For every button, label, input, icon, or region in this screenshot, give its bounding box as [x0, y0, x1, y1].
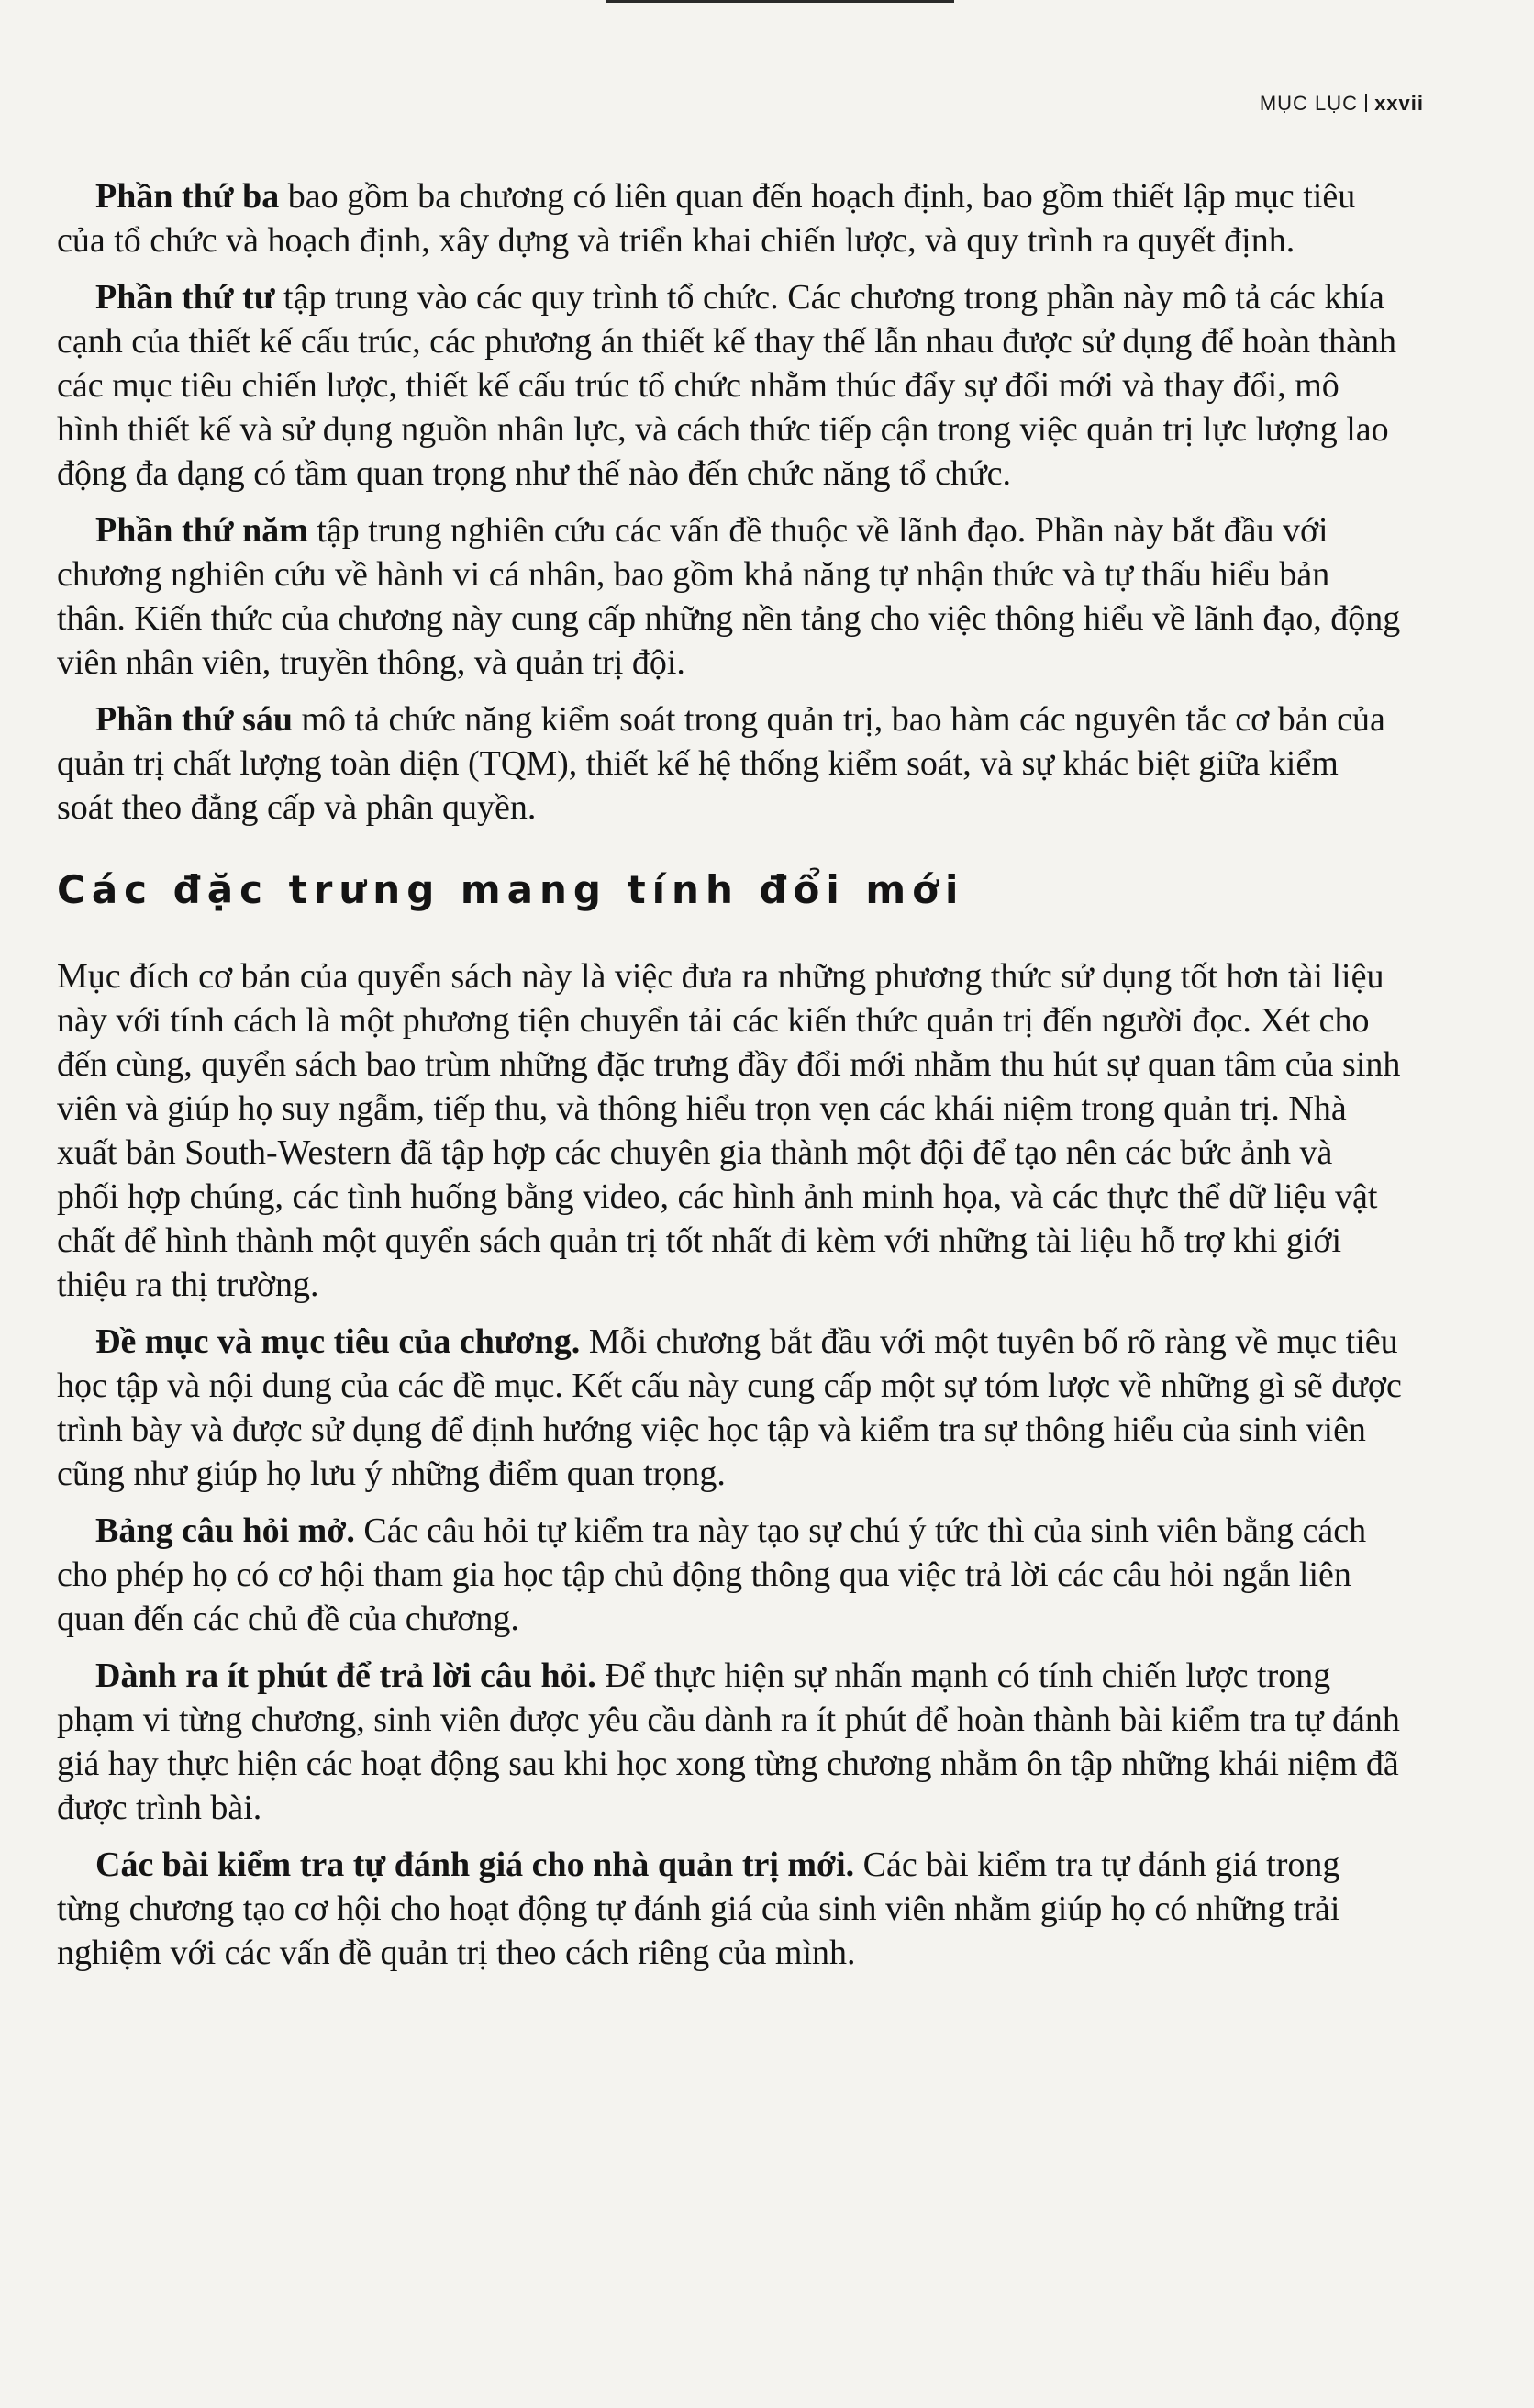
feature-chapter-objectives: [57, 1320, 1402, 1496]
paragraph-part-four: [57, 275, 1402, 496]
feature-text: Mỗi chương bắt đầu với một tuyên bố rõ ràng về mục tiêu học tập và nội dung của các đề mục. Kết cấu này cung cấp một sự tóm lược về những gì sẽ được trình bày và được sử dụng để định hướng việc học tập và kiểm tra sự thông hiểu của sinh viên cũng như giúp họ lưu ý những điểm quan trọng.: [57, 1322, 1402, 1493]
feature-text: Các bài kiểm tra tự đánh giá trong từng chương tạo cơ hội cho hoạt động tự đánh giá của sinh viên nhằm giúp họ có những trải nghiệm với các vấn đề quản trị theo cách riêng của mình.: [57, 1845, 1340, 1972]
section-heading: Các đặc trưng mang tính đổi mới: [57, 867, 965, 912]
top-rule: [606, 0, 954, 3]
running-head-separator: [1365, 94, 1367, 112]
paragraph-lead: Phần thứ tư: [95, 278, 275, 317]
page-body: [57, 174, 1402, 1988]
feature-text: Các câu hỏi tự kiểm tra này tạo sự chú ý tức thì của sinh viên bằng cách cho phép họ có cơ hội tham gia học tập chủ động thông qua việc trả lời các câu hỏi ngắn liên quan đến các chủ đề của chương.: [57, 1511, 1367, 1638]
paragraph-part-three: [57, 174, 1402, 262]
feature-lead: Bảng câu hỏi mở.: [95, 1511, 355, 1550]
paragraph-text: tập trung nghiên cứu các vấn đề thuộc về lãnh đạo. Phần này bắt đầu với chương nghiên cứu về hành vi cá nhân, bao gồm khả năng tự nhận thức và tự thấu hiểu bản thân. Kiến thức của chương này cung cấp những nền tảng cho việc thông hiểu về lãnh đạo, động viên nhân viên, truyền thông, và quản trị đội.: [57, 511, 1401, 682]
running-head: [1260, 92, 1424, 116]
paragraph-lead: Phần thứ sáu: [95, 700, 293, 739]
running-head-section: MỤC LỤC: [1259, 92, 1359, 115]
feature-text: Để thực hiện sự nhấn mạnh có tính chiến lược trong phạm vi từng chương, sinh viên được yêu cầu dành ra ít phút để hoàn thành bài kiểm tra tự đánh giá hay thực hiện các hoạt động sau khi học xong từng chương nhằm ôn tập những khái niệm đã được trình bài.: [57, 1656, 1400, 1827]
feature-opening-questionnaire: [57, 1509, 1402, 1641]
paragraph-lead: Phần thứ ba: [95, 177, 280, 216]
paragraph-part-six: [57, 697, 1402, 830]
feature-self-assessment: [57, 1843, 1402, 1975]
feature-lead: Đề mục và mục tiêu của chương.: [95, 1322, 581, 1361]
feature-take-a-moment: [57, 1654, 1402, 1830]
page-number: xxvii: [1374, 92, 1424, 115]
section-intro-paragraph: Mục đích cơ bản của quyển sách này là việc đưa ra những phương thức sử dụng tốt hơn tài liệu này với tính cách là một phương tiện chuyển tải các kiến thức quản trị đến người đọc. Xét cho đến cùng, quyển sách bao trùm những đặc trưng đầy đổi mới nhằm thu hút sự quan tâm của sinh viên và giúp họ suy ngẫm, tiếp thu, và thông hiểu trọn vẹn các khái niệm trong quản trị. Nhà xuất bản South-Western đã tập hợp các chuyên gia thành một đội để tạo nên các bức ảnh và phối hợp chúng, các tình huống bằng video, các hình ảnh minh họa, và các thực thể dữ liệu vật chất để hình thành một quyển sách quản trị tốt nhất đi kèm với những tài liệu hỗ trợ khi giới thiệu ra thị trường.: [57, 957, 1401, 1304]
paragraph-text: mô tả chức năng kiểm soát trong quản trị, bao hàm các nguyên tắc cơ bản của quản trị chất lượng toàn diện (TQM), thiết kế hệ thống kiểm soát, và sự khác biệt giữa kiểm soát theo đẳng cấp và phân quyền.: [57, 700, 1385, 827]
paragraph-text: bao gồm ba chương có liên quan đến hoạch định, bao gồm thiết lập mục tiêu của tổ chức và hoạch định, xây dựng và triển khai chiến lược, và quy trình ra quyết định.: [57, 177, 1356, 260]
feature-lead: Các bài kiểm tra tự đánh giá cho nhà quản trị mới.: [95, 1845, 855, 1884]
paragraph-text: tập trung vào các quy trình tổ chức. Các chương trong phần này mô tả các khía cạnh của thiết kế cấu trúc, các phương án thiết kế thay thế lẫn nhau được sử dụng để hoàn thành các mục tiêu chiến lược, thiết kế cấu trúc tổ chức nhằm thúc đẩy sự đổi mới và thay đổi, mô hình thiết kế và sử dụng nguồn nhân lực, và cách thức tiếp cận trong việc quản trị lực lượng lao động đa dạng có tầm quan trọng như thế nào đến chức năng tổ chức.: [57, 278, 1396, 493]
paragraph-lead: Phần thứ năm: [95, 511, 308, 550]
paragraph-part-five: [57, 508, 1402, 685]
feature-lead: Dành ra ít phút để trả lời câu hỏi.: [95, 1656, 596, 1695]
